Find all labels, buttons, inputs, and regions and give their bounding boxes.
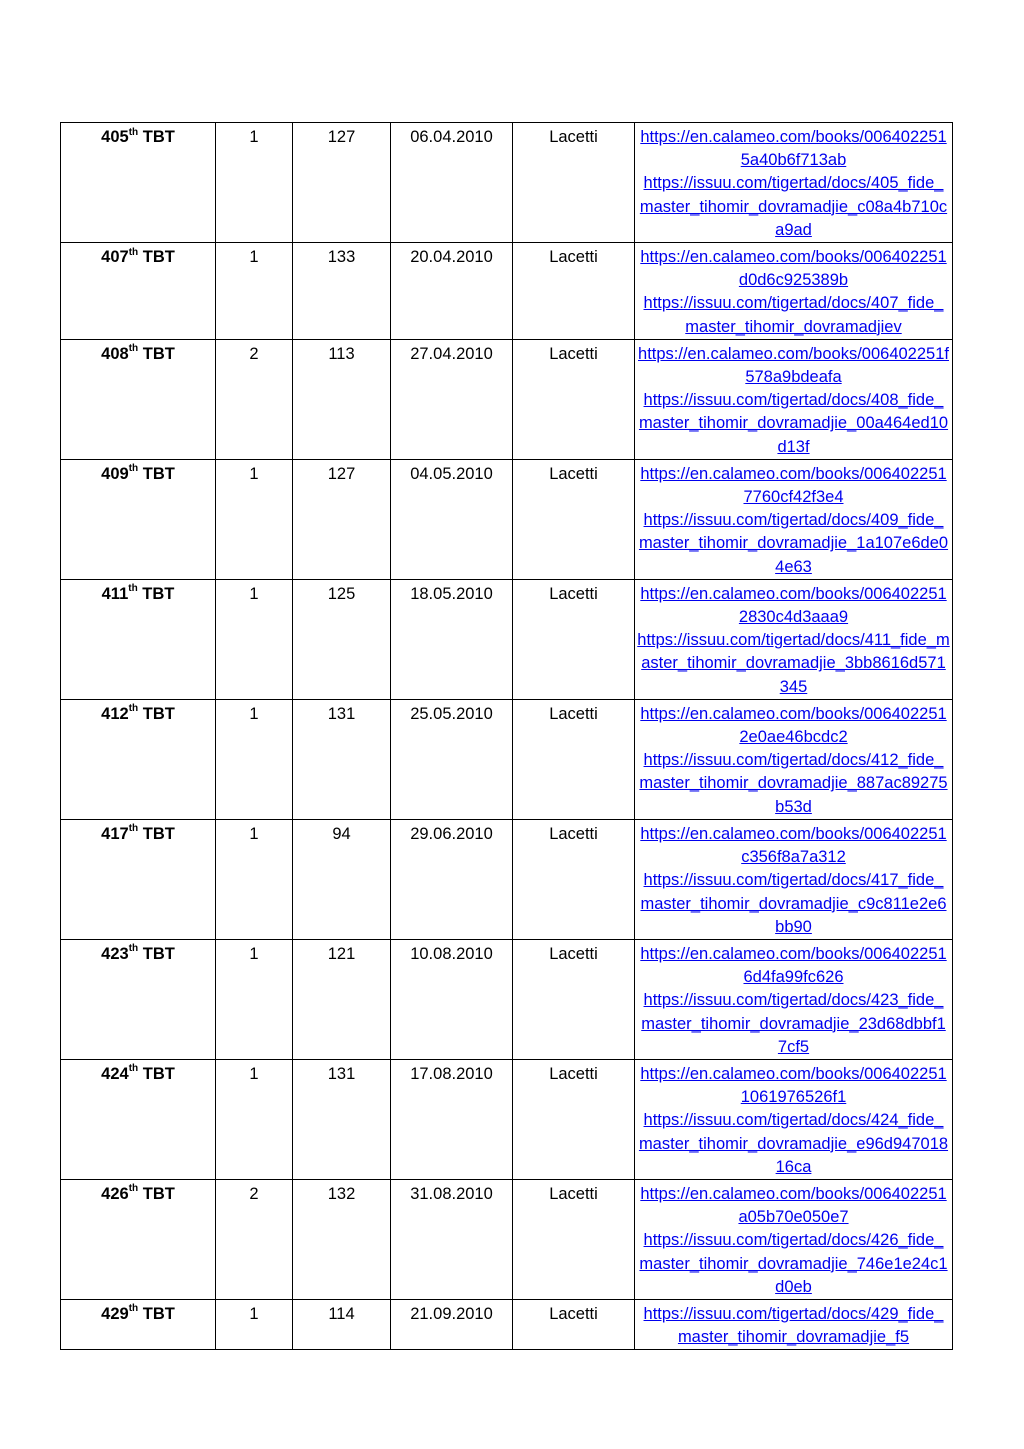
table-row [61, 819, 953, 939]
links-cell [635, 1299, 953, 1349]
moves-cell: 127 [293, 459, 391, 579]
date-cell: 20.04.2010 [391, 243, 513, 340]
calameo-link[interactable]: https://en.calameo.com/books/0064022516d4fa99fc626 [640, 944, 947, 987]
round-cell: 2 [216, 1179, 293, 1299]
tournament-label: TBT [138, 1184, 175, 1203]
tournament-cell [61, 1299, 216, 1349]
tournament-cell [61, 939, 216, 1059]
tournament-cell [61, 819, 216, 939]
tournament-label: TBT [138, 824, 175, 843]
round-cell: 1 [216, 1059, 293, 1179]
links-cell [635, 339, 953, 459]
tournament-label: TBT [138, 464, 175, 483]
links-cell [635, 819, 953, 939]
tournament-number: 429 [101, 1304, 129, 1323]
moves-cell: 132 [293, 1179, 391, 1299]
links-cell [635, 939, 953, 1059]
ordinal-suffix: th [128, 1183, 139, 1195]
table-row [61, 939, 953, 1059]
moves-cell: 127 [293, 123, 391, 243]
issuu-link[interactable]: https://issuu.com/tigertad/docs/412_fide_master_tihomir_dovramadjie_887ac89275b53d [639, 751, 948, 816]
moves-cell: 121 [293, 939, 391, 1059]
ordinal-suffix: th [128, 126, 139, 138]
opening-cell: Lacetti [513, 339, 635, 459]
ordinal-suffix: th [128, 1063, 139, 1075]
tournament-label: TBT [138, 1304, 175, 1323]
table-row [61, 1299, 953, 1349]
tournament-cell [61, 459, 216, 579]
calameo-link[interactable]: https://en.calameo.com/books/006402251f578a9bdeafa [638, 344, 949, 387]
table-row [61, 1059, 953, 1179]
moves-cell: 94 [293, 819, 391, 939]
issuu-link[interactable]: https://issuu.com/tigertad/docs/417_fide_master_tihomir_dovramadjie_c9c811e2e6bb90 [640, 871, 947, 936]
links-cell [635, 243, 953, 340]
tournament-number: 405 [101, 128, 129, 146]
tournament-label: TBT [138, 344, 175, 363]
date-cell: 10.08.2010 [391, 939, 513, 1059]
opening-cell: Lacetti [513, 243, 635, 340]
round-cell: 1 [216, 819, 293, 939]
date-cell: 06.04.2010 [391, 123, 513, 243]
date-cell: 18.05.2010 [391, 579, 513, 699]
opening-cell: Lacetti [513, 699, 635, 819]
tournament-cell [61, 339, 216, 459]
tournament-cell [61, 699, 216, 819]
calameo-link[interactable]: https://en.calameo.com/books/006402251d0d6c925389b [640, 248, 947, 290]
tournament-cell [61, 1059, 216, 1179]
moves-cell: 125 [293, 579, 391, 699]
calameo-link[interactable]: https://en.calameo.com/books/0064022517760cf42f3e4 [640, 464, 947, 507]
tournament-label: TBT [137, 584, 175, 603]
calameo-link[interactable]: https://en.calameo.com/books/006402251c356f8a7a312 [640, 824, 947, 867]
links-cell [635, 1059, 953, 1179]
games-table-body [61, 123, 953, 1350]
tournament-label: TBT [138, 128, 175, 146]
issuu-link[interactable]: https://issuu.com/tigertad/docs/408_fide_master_tihomir_dovramadjie_00a464ed10d13f [638, 391, 949, 456]
calameo-link[interactable]: https://en.calameo.com/books/0064022511061976526f1 [640, 1064, 947, 1107]
moves-cell: 131 [293, 1059, 391, 1179]
tournament-number: 426 [101, 1184, 129, 1203]
date-cell: 04.05.2010 [391, 459, 513, 579]
round-cell: 1 [216, 699, 293, 819]
tournament-label: TBT [138, 944, 175, 963]
tournament-number: 411 [101, 584, 129, 603]
round-cell: 2 [216, 339, 293, 459]
calameo-link[interactable]: https://en.calameo.com/books/006402251a05b70e050e7 [640, 1184, 947, 1227]
round-cell: 1 [216, 459, 293, 579]
games-table [60, 122, 953, 1350]
tournament-number: 407 [101, 248, 129, 267]
opening-cell: Lacetti [513, 1059, 635, 1179]
table-row [61, 459, 953, 579]
date-cell: 29.06.2010 [391, 819, 513, 939]
links-cell [635, 1179, 953, 1299]
round-cell: 1 [216, 939, 293, 1059]
tournament-label: TBT [138, 704, 175, 723]
issuu-link[interactable]: https://issuu.com/tigertad/docs/424_fide_master_tihomir_dovramadjie_e96d94701816ca [638, 1111, 949, 1176]
moves-cell: 114 [293, 1299, 391, 1349]
date-cell: 27.04.2010 [391, 339, 513, 459]
table-row [61, 579, 953, 699]
calameo-link[interactable]: https://en.calameo.com/books/0064022512e0ae46bcdc2 [640, 704, 947, 747]
date-cell: 25.05.2010 [391, 699, 513, 819]
tournament-label: TBT [138, 248, 175, 267]
table-row [61, 699, 953, 819]
opening-cell: Lacetti [513, 1179, 635, 1299]
tournament-number: 412 [101, 704, 129, 723]
tournament-number: 424 [101, 1064, 129, 1083]
links-cell [635, 699, 953, 819]
tournament-number: 423 [101, 944, 129, 963]
round-cell: 1 [216, 579, 293, 699]
ordinal-suffix: th [128, 343, 139, 355]
table-row [61, 1179, 953, 1299]
ordinal-suffix: th [128, 703, 139, 715]
links-cell [635, 459, 953, 579]
links-cell [635, 123, 953, 243]
tournament-cell [61, 243, 216, 340]
tournament-number: 417 [101, 824, 129, 843]
ordinal-suffix: th [128, 943, 139, 955]
tournament-number: 408 [101, 344, 129, 363]
tournament-cell [61, 123, 216, 243]
opening-cell: Lacetti [513, 819, 635, 939]
table-row [61, 243, 953, 340]
tournament-label: TBT [138, 1064, 175, 1083]
moves-cell: 113 [293, 339, 391, 459]
opening-cell: Lacetti [513, 579, 635, 699]
issuu-link[interactable]: https://issuu.com/tigertad/docs/423_fide_master_tihomir_dovramadjie_23d68dbbf17cf5 [641, 991, 946, 1056]
round-cell: 1 [216, 1299, 293, 1349]
table-row [61, 339, 953, 459]
issuu-link[interactable]: https://issuu.com/tigertad/docs/405_fide_master_tihomir_dovramadjie_c08a4b710ca9ad [639, 174, 948, 239]
table-row [61, 123, 953, 243]
ordinal-suffix: th [128, 823, 139, 835]
date-cell: 17.08.2010 [391, 1059, 513, 1179]
tournament-cell [61, 1179, 216, 1299]
issuu-link[interactable]: https://issuu.com/tigertad/docs/426_fide_master_tihomir_dovramadjie_746e1e24c1d0eb [639, 1231, 948, 1296]
issuu-link[interactable]: https://issuu.com/tigertad/docs/429_fide_master_tihomir_dovramadjie_f5 [643, 1304, 944, 1347]
issuu-link[interactable]: https://issuu.com/tigertad/docs/409_fide_master_tihomir_dovramadjie_1a107e6de04e63 [638, 511, 949, 576]
ordinal-suffix: th [128, 583, 138, 595]
opening-cell: Lacetti [513, 123, 635, 243]
round-cell: 1 [216, 123, 293, 243]
calameo-link[interactable]: https://en.calameo.com/books/0064022515a40b6f713ab [640, 128, 947, 170]
calameo-link[interactable]: https://en.calameo.com/books/0064022512830c4d3aaa9 [640, 584, 947, 627]
moves-cell: 133 [293, 243, 391, 340]
moves-cell: 131 [293, 699, 391, 819]
date-cell: 21.09.2010 [391, 1299, 513, 1349]
opening-cell: Lacetti [513, 939, 635, 1059]
date-cell: 31.08.2010 [391, 1179, 513, 1299]
opening-cell: Lacetti [513, 459, 635, 579]
links-cell [635, 579, 953, 699]
issuu-link[interactable]: https://issuu.com/tigertad/docs/411_fide_master_tihomir_dovramadjie_3bb8616d571345 [637, 631, 950, 696]
opening-cell: Lacetti [513, 1299, 635, 1349]
issuu-link[interactable]: https://issuu.com/tigertad/docs/407_fide_master_tihomir_dovramadjiev [643, 294, 944, 336]
round-cell: 1 [216, 243, 293, 340]
ordinal-suffix: th [128, 246, 139, 258]
ordinal-suffix: th [128, 463, 139, 475]
tournament-number: 409 [101, 464, 129, 483]
ordinal-suffix: th [128, 1303, 139, 1315]
tournament-cell [61, 579, 216, 699]
